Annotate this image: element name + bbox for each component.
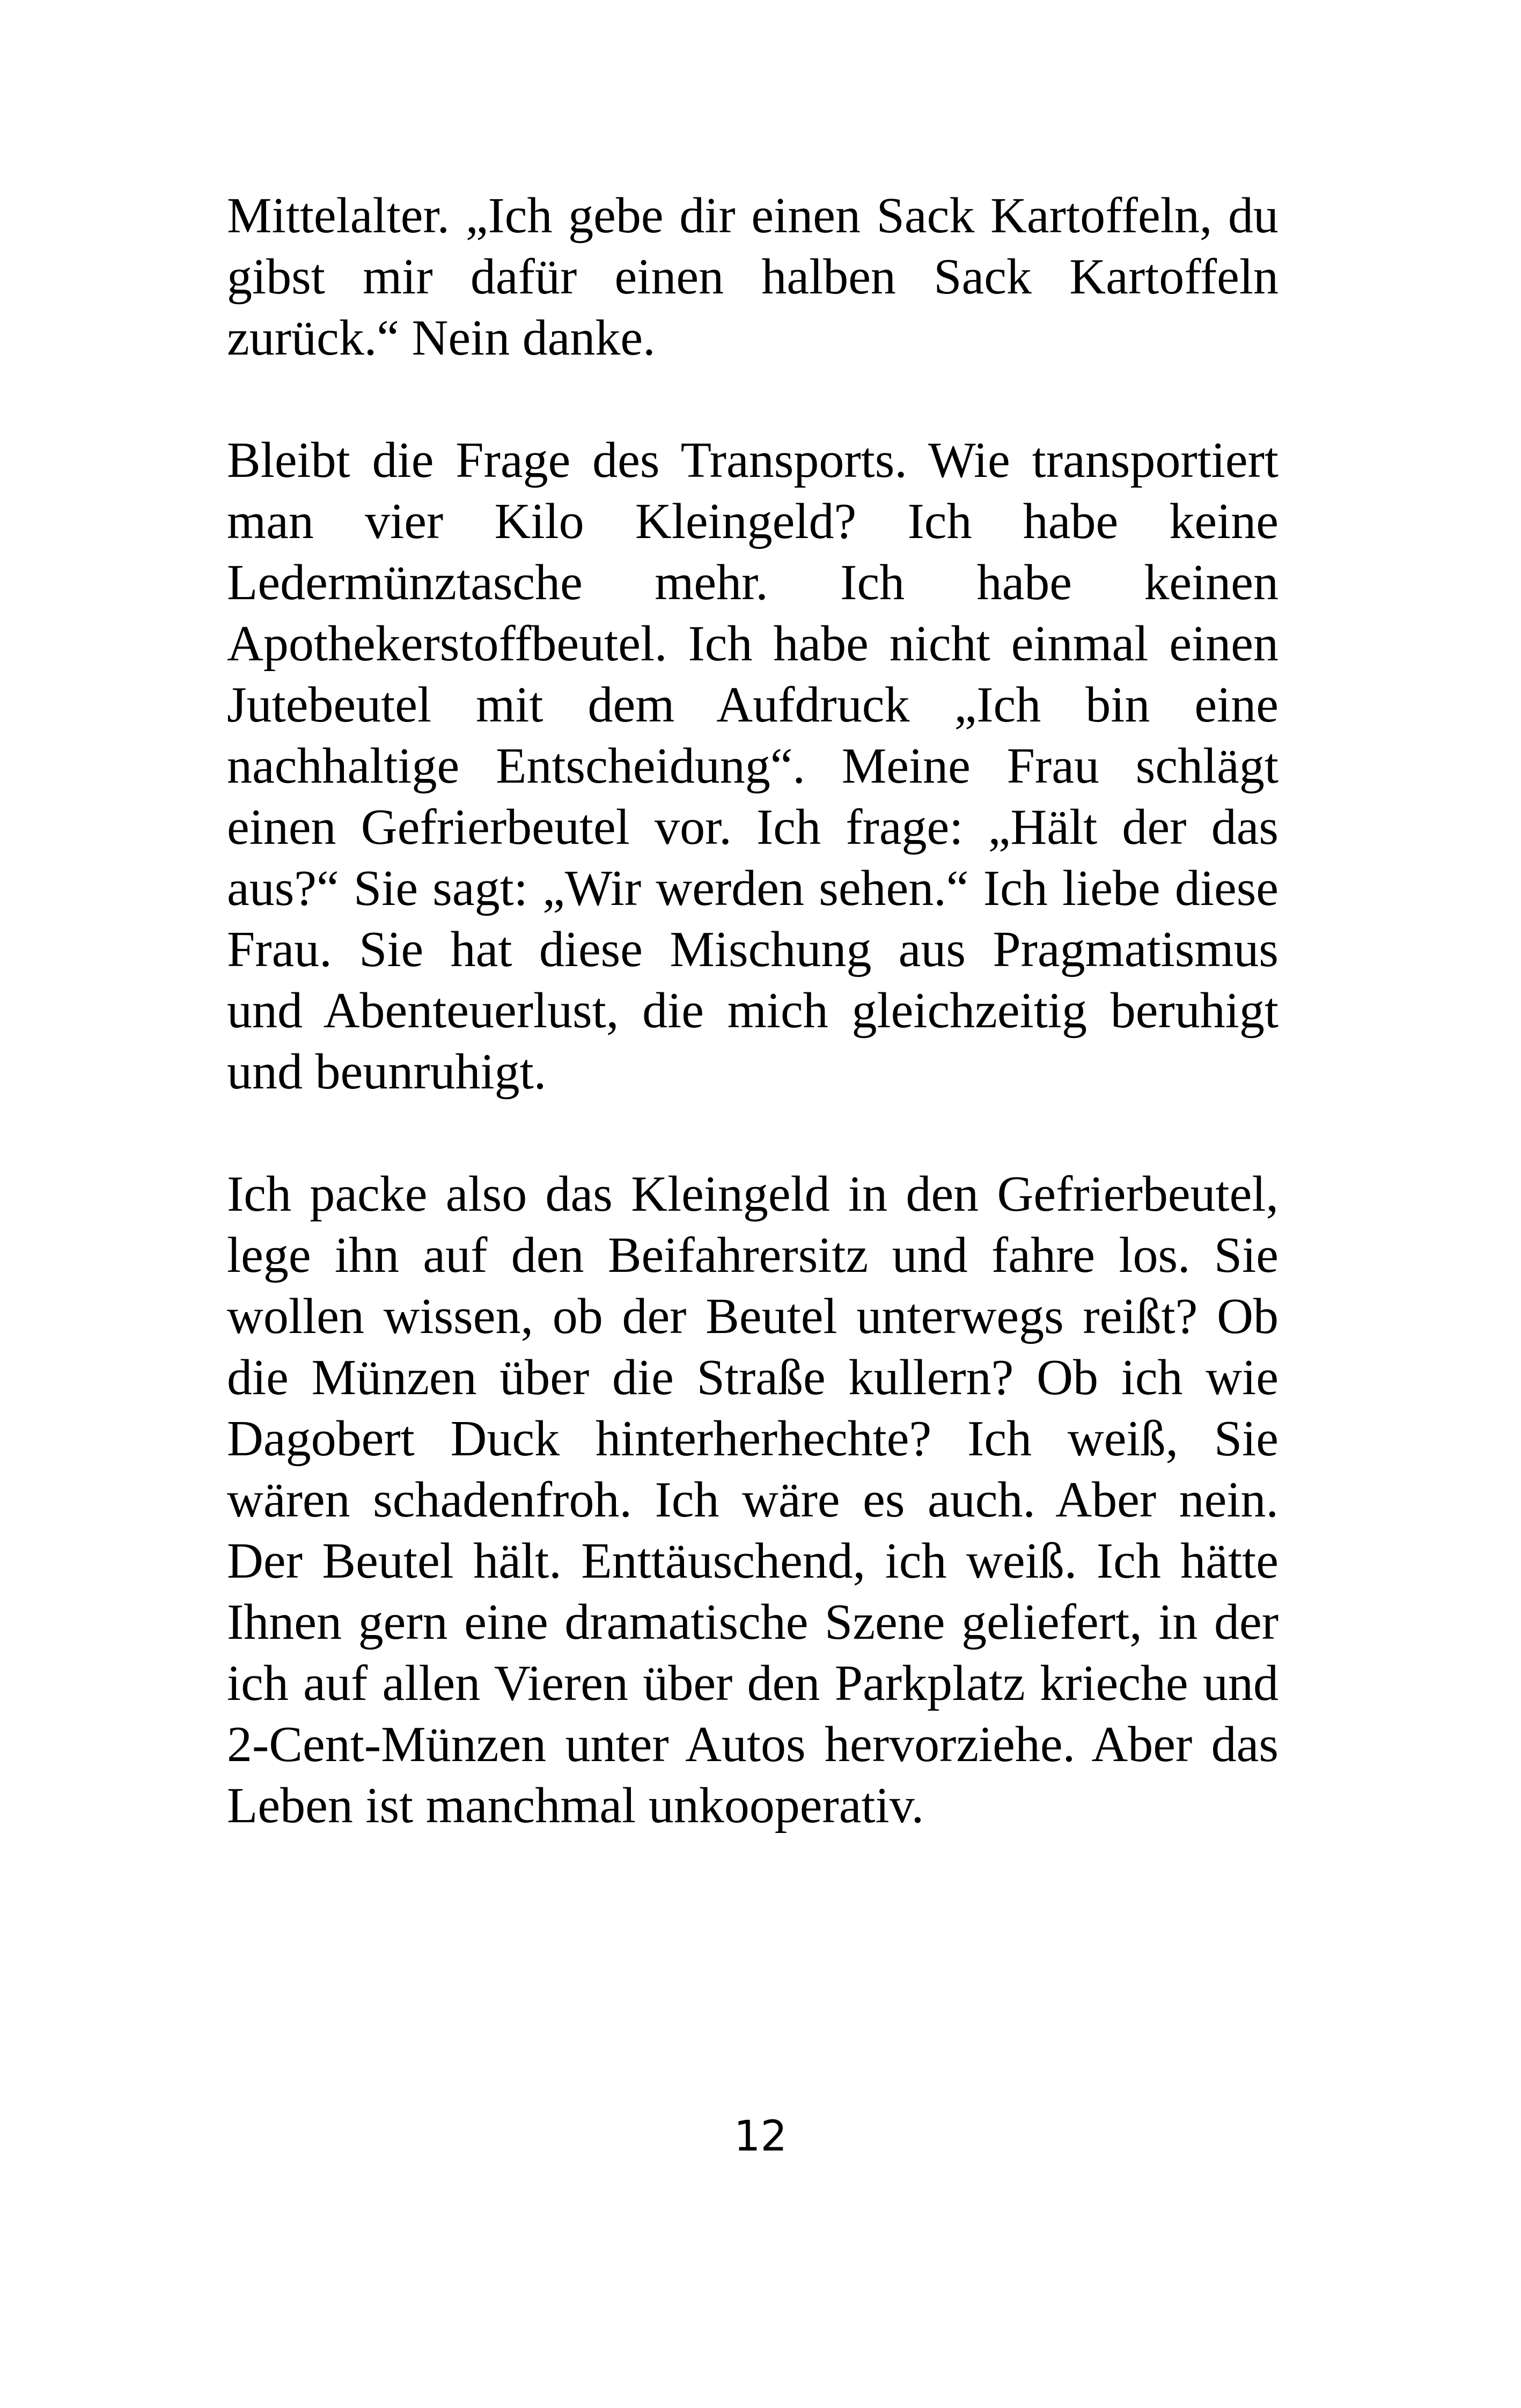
paragraph-1: Mittelalter. „Ich gebe dir einen Sack Kartoffeln, du gibst mir dafür einen halben Sack Kartoffeln zurück.“ Nein danke. bbox=[227, 188, 1278, 366]
paragraph-2: Bleibt die Frage des Transports. Wie transportiert man vier Kilo Kleingeld? Ich habe keine Ledermünztasche mehr. Ich habe keinen Apothekerstoffbeutel. Ich habe nicht einmal einen Jutebeutel mit dem Aufdruck „Ich bin eine nachhaltige Entscheidung“. Meine Frau schlägt einen Gefrierbeutel vor. Ich frage: „Hält der das aus?“ Sie sagt: „Wir werden sehen.“ Ich liebe diese Frau. Sie hat diese Mischung aus Pragmatismus und Abenteuerlust, die mich gleichzeitig beruhigt und beunruhigt. bbox=[227, 432, 1278, 1100]
page-number: 12 bbox=[733, 2112, 788, 2161]
paragraph-3: Ich packe also das Kleingeld in den Gefrierbeutel, lege ihn auf den Beifahrersitz und fahre los. Sie wollen wissen, ob der Beutel unterwegs reißt? Ob die Münzen über die Straße kullern? Ob ich wie Dagobert Duck hinterherhechte? Ich weiß, Sie wären schadenfroh. Ich wäre es auch. Aber nein. Der Beutel hält. Enttäuschend, ich weiß. Ich hätte Ihnen gern eine dramatische Szene geliefert, in der ich auf allen Vieren über den Parkplatz krieche und 2-Cent-Münzen unter Autos hervorziehe. Aber das Leben ist manchmal unkooperativ. bbox=[227, 1166, 1278, 1833]
body-text bbox=[227, 185, 1278, 1897]
